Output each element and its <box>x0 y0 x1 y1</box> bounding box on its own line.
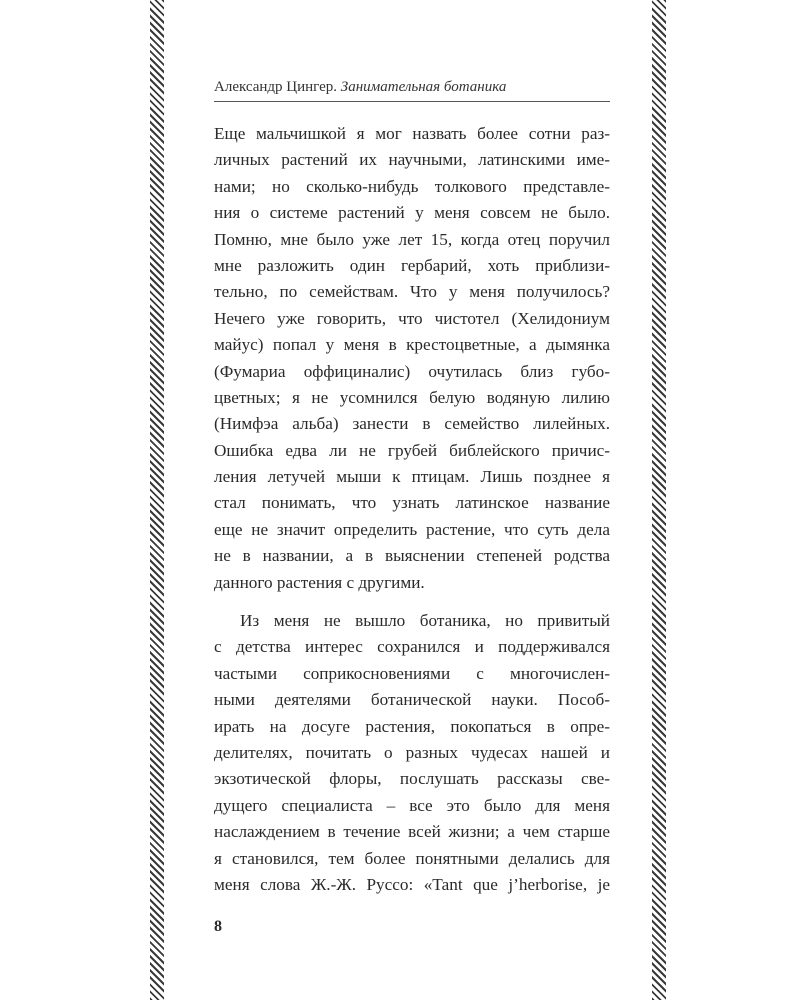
text-line: Помню, мне было уже лет 15, когда отец поручил <box>214 229 610 249</box>
text-line: Из меня не вышло ботаника, но привитый <box>240 611 610 631</box>
text-line: ными деятелями ботанической науки. Пособ- <box>214 690 610 710</box>
text-line: (Нимфэа альба) занести в семейство лилейных. <box>214 414 610 434</box>
body-text <box>214 121 610 898</box>
text-line: данного растения с другими. <box>214 572 425 592</box>
running-head-title: Занимательная ботаника <box>340 79 507 95</box>
text-line: экзотической флоры, послушать рассказы све- <box>214 769 610 789</box>
running-head <box>214 78 614 96</box>
text-line: Нечего уже говорить, что чистотел (Хелидониум <box>214 308 610 328</box>
text-line: я становился, тем более понятными делались для <box>214 848 610 868</box>
text-line: ирать на досуге растения, покопаться в опре- <box>214 716 610 736</box>
page-number: 8 <box>214 918 222 935</box>
text-line: цветных; я не усомнился белую водяную лилию <box>214 387 610 407</box>
text-line: майус) попал у меня в крестоцветные, а дымянка <box>214 335 610 355</box>
text-line: дущего специалиста – все это было для меня <box>214 795 610 815</box>
page-edge-right <box>652 0 666 1000</box>
text-line: меня слова Ж.-Ж. Руссо: «Tant que j’herborise, je <box>214 874 610 894</box>
text-line: ления летучей мыши к птицам. Лишь позднее я <box>214 467 610 487</box>
text-line: Ошибка едва ли не грубей библейского причис- <box>214 440 610 460</box>
text-line: наслаждением в течение всей жизни; а чем старше <box>214 822 610 842</box>
text-line: с детства интерес сохранился и поддерживался <box>214 637 610 657</box>
text-line: делителях, почитать о разных чудесах нашей и <box>214 742 610 762</box>
running-head-author: Александр Цингер. <box>214 79 338 95</box>
text-line: не в названии, а в выяснении степеней родства <box>214 546 610 566</box>
text-line: стал понимать, что узнать латинское название <box>214 493 610 513</box>
text-line: ния о системе растений у меня совсем не было. <box>214 203 610 223</box>
text-line: нами; но сколько-нибудь толкового представле- <box>214 176 610 196</box>
running-head-rule <box>214 101 610 102</box>
paragraph <box>214 121 610 596</box>
page-edge-left <box>150 0 164 1000</box>
text-line: частыми соприкосновениями с многочислен- <box>214 663 610 683</box>
text-line: тельно, по семействам. Что у меня получилось? <box>214 282 610 302</box>
text-line: Еще мальчишкой я мог назвать более сотни раз- <box>214 124 610 143</box>
text-line: мне разложить один гербарий, хоть приблизи- <box>214 255 610 275</box>
text-line: личных растений их научными, латинскими име- <box>214 150 610 170</box>
paragraph <box>214 608 610 898</box>
paragraph-gap <box>214 596 610 608</box>
text-line: (Фумариа оффициналис) очутилась близ губо- <box>214 361 610 381</box>
text-line: еще не значит определить растение, что суть дела <box>214 519 610 539</box>
